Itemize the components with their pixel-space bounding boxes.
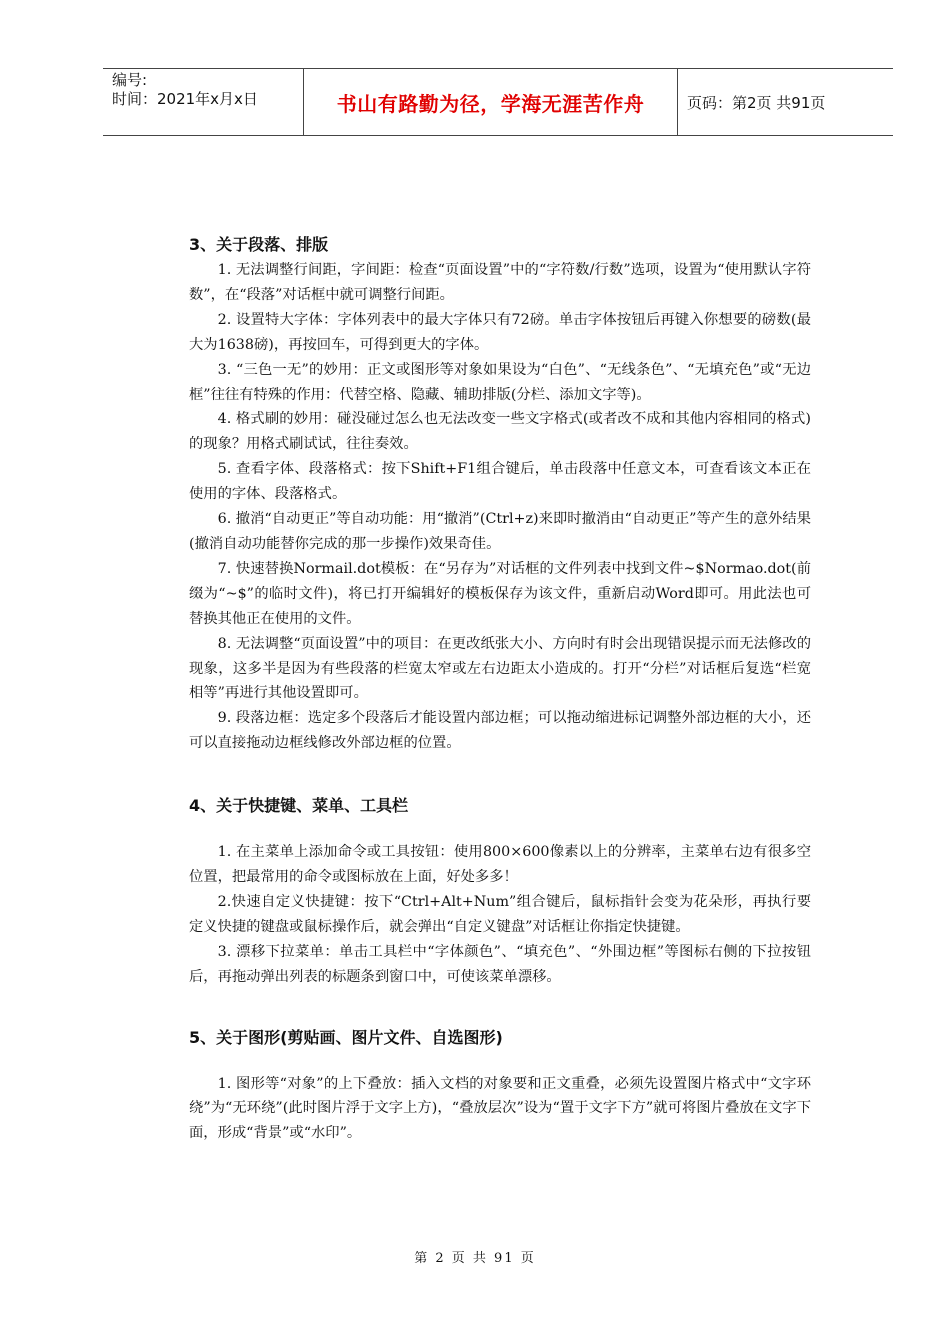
paragraph: 8. 无法调整“页面设置”中的项目：在更改纸张大小、方向时有时会出现错误提示而无法修改的现象，这多半是因为有些段落的栏宽太窄或左右边距太小造成的。打开“分栏”对话框后复选“栏宽相等”再进行其他设置即可。 <box>189 635 811 702</box>
header-meta <box>103 69 303 135</box>
paragraph: 3. 漂移下拉菜单：单击工具栏中“字体颜色”、“填充色”、“外围边框”等图标右侧的下拉按钮后，再拖动弹出列表的标题条到窗口中，可使该菜单漂移。 <box>189 943 811 985</box>
paragraph: 5. 查看字体、段落格式：按下Shift+F1组合键后，单击段落中任意文本，可查看该文本正在使用的字体、段落格式。 <box>189 461 811 503</box>
spacer <box>189 990 811 1025</box>
spacer <box>189 819 811 840</box>
section-title: 4、关于快捷键、菜单、工具栏 <box>189 796 409 816</box>
time-label: 时间：2021年x月x日 <box>112 90 258 108</box>
page-info-text: 页码：第2页 共91页 <box>687 93 826 112</box>
paragraph: 2.快速自定义快捷键：按下“Ctrl+Alt+Num”组合键后，鼠标指针会变为花朵形，再执行要定义快捷的键盘或鼠标操作后，就会弹出“自定义键盘”对话框让你指定快捷键。 <box>189 893 811 935</box>
section-title: 3、关于段落、排版 <box>189 235 329 254</box>
page-footer <box>0 1247 950 1266</box>
spacer <box>189 756 811 793</box>
paragraph: 2. 设置特大字体：字体列表中的最大字体只有72磅。单击字体按钮后再键入你想要的磅数(最大为1638磅)，再按回车，可得到更大的字体。 <box>189 311 811 353</box>
motto-text: 书山有路勤为径，学海无涯苦作舟 <box>336 91 645 116</box>
section-title: 5、关于图形(剪贴画、图片文件、自选图形) <box>189 1027 503 1047</box>
paragraph: 3. “三色一无”的妙用：正文或图形等对象如果设为“白色”、“无线条色”、“无填充色”或“无边框”往往有特殊的作用：代替空格、隐藏、辅助排版(分栏、添加文字等)。 <box>189 361 811 403</box>
paragraph: 6. 撤消“自动更正”等自动功能：用“撤消”(Ctrl+z)来即时撤消由“自动更正”等产生的意外结果(撤消自动功能替你完成的那一步操作)效果奇佳。 <box>189 511 811 552</box>
paragraph: 1. 在主菜单上添加命令或工具按钮：使用800×600像素以上的分辨率，主菜单右边有很多空位置，把最常用的命令或图标放在上面，好处多多！ <box>189 844 811 886</box>
number-label: 编号: <box>112 71 148 89</box>
header-motto-cell <box>303 69 678 135</box>
header-page-info <box>678 69 893 135</box>
paragraph: 4. 格式刷的妙用：碰没碰过怎么也无法改变一些文字格式(或者改不成和其他内容相同的格式)的现象？用格式刷试试，往往奏效。 <box>189 411 811 453</box>
footer-page-number: 第 2 页 共 91 页 <box>414 1251 536 1266</box>
paragraph: 7. 快速替换Normail.dot模板：在“另存为”对话框的文件列表中找到文件~$Normao.dot(前缀为“~$”的临时文件)，将已打开编辑好的模板保存为该文件，重新启动Word即可。用此法也可替换其他正在使用的文件。 <box>189 560 811 627</box>
spacer <box>189 1051 811 1072</box>
paragraph: 1. 图形等“对象”的上下叠放：插入文档的对象要和正文重叠，必须先设置图片格式中“文字环绕”为“无环绕”(此时图片浮于文字上方)，“叠放层次”设为“置于文字下方”就可将图片叠放在文字下面，形成“背景”或“水印”。 <box>189 1075 811 1142</box>
page-header <box>103 68 893 136</box>
document-body <box>189 232 811 1146</box>
paragraph: 1. 无法调整行间距，字间距：检查“页面设置”中的“字符数/行数”选项，设置为“使用默认字符数”，在“段落”对话框中就可调整行间距。 <box>189 262 811 303</box>
paragraph: 9. 段落边框：选定多个段落后才能设置内部边框；可以拖动缩进标记调整外部边框的大小，还可以直接拖动边框线修改外部边框的位置。 <box>189 710 811 752</box>
